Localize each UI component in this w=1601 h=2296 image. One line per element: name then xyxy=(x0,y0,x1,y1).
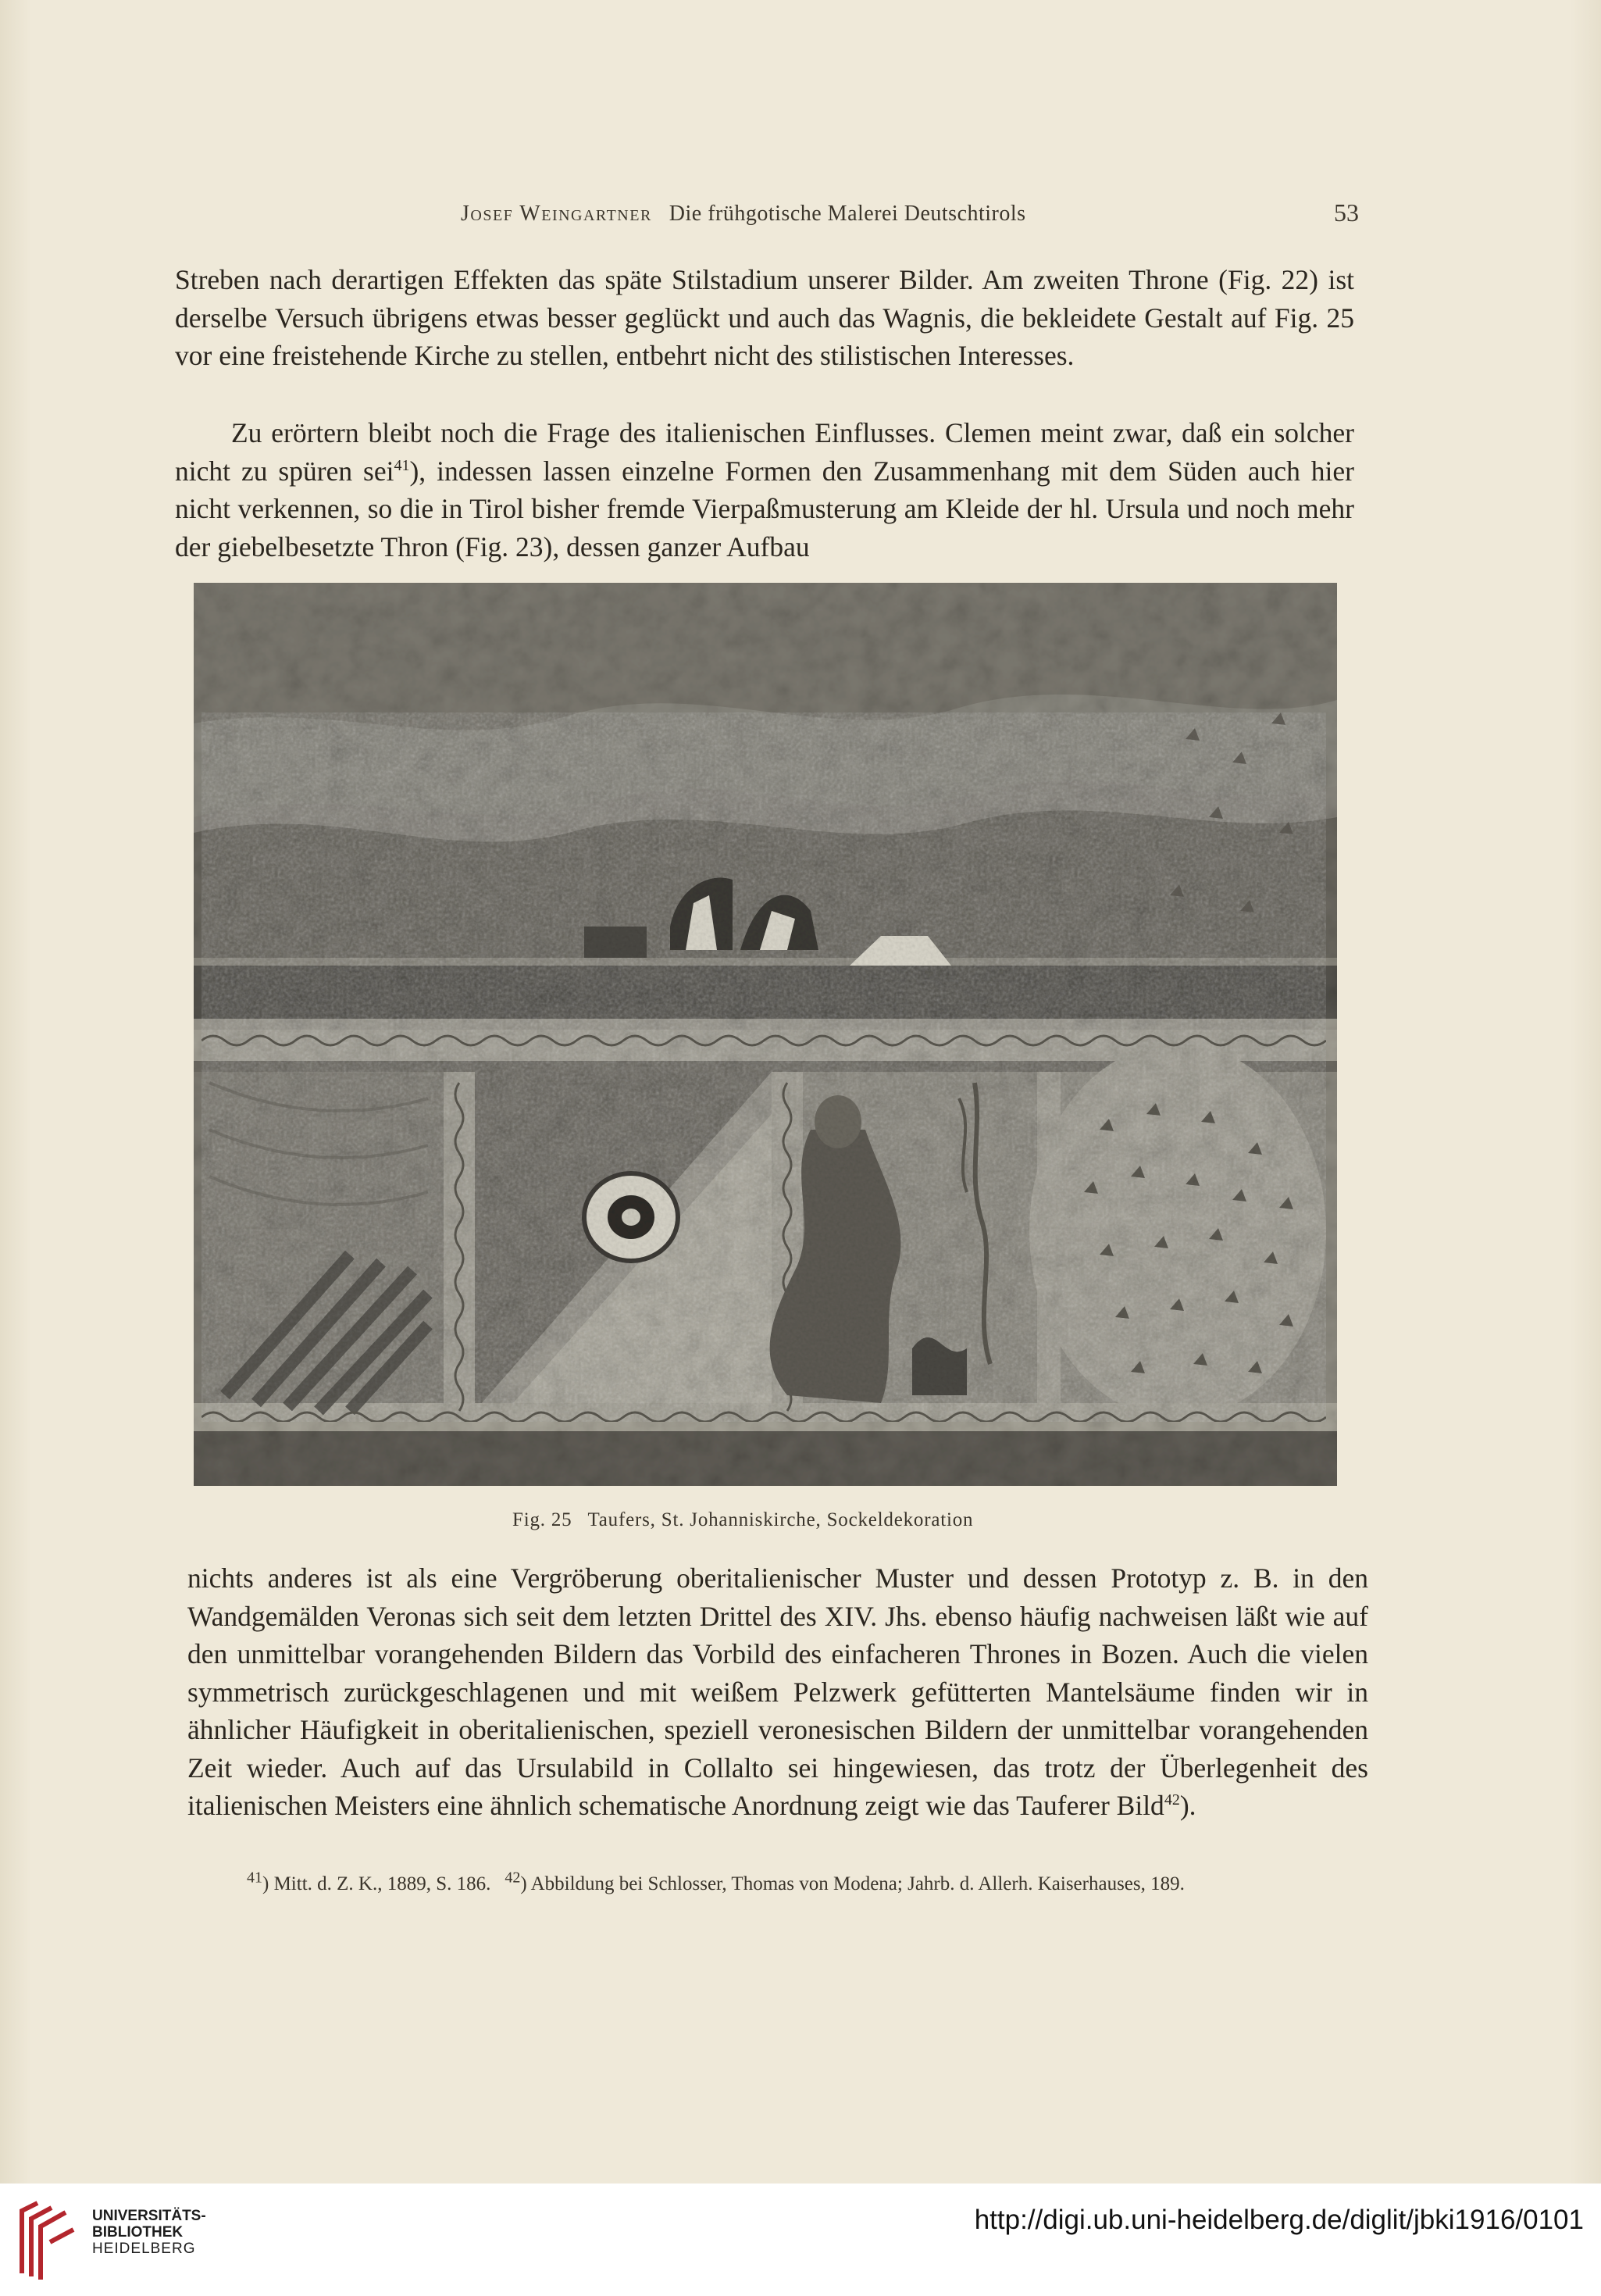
library-name-line-3: HEIDELBERG xyxy=(92,2241,196,2257)
library-name-line-1: UNIVERSITÄTS- xyxy=(92,2208,206,2224)
running-head xyxy=(461,202,1351,233)
university-library-logo-icon xyxy=(14,2195,81,2281)
footnote-41-number: 41 xyxy=(247,1869,262,1887)
header-title: Die frühgotische Malerei Deutschtirols xyxy=(669,202,1026,226)
page-number: 53 xyxy=(1334,198,1359,227)
footnote-41 xyxy=(247,1869,491,1894)
footnote-42-text: ) Abbildung bei Schlosser, Thomas von Modena; Jahrb. d. Allerh. Kaiserhauses, 189. xyxy=(520,1873,1185,1894)
fresco-illustration xyxy=(194,583,1337,1486)
paragraph-2-text-a: Zu erörtern bleibt noch die Frage des italienischen Einflusses. Clemen meint zwar, daß ein solcher nicht zu spüren sei xyxy=(175,417,1354,487)
figure-label: Fig. 25 xyxy=(512,1509,572,1530)
footnote-ref-41[interactable]: 41 xyxy=(394,456,410,474)
footnotes xyxy=(247,1869,1379,1895)
paragraph-3-text-a: nichts anderes ist als eine Vergröberung oberitalienischer Muster und dessen Prototyp z. B. in den Wandgemälden Veronas sich seit dem letzten Drittel des XIV. Jhs. ebenso häufig nachweisen läßt wie auf den unmittelbar vorangehenden Bildern das Vorbild des einfacheren Thrones in Bozen. Auch die vielen symmetrisch zurückgeschlagenen und mit weißem Pelzwerk gefütterten Mantelsäume finden wir in ähnlicher Häufigkeit in oberitalienischen, speziell veronesischen Bildern der unmittelbar vorangehenden Zeit wieder. Auch auf das Ursulabild in Collalto sei hingewiesen, das trotz der Überlegenheit des italienischen Meisters eine ähnlich schematische Anordnung zeigt wie das Tauferer Bild xyxy=(187,1562,1368,1821)
library-name-line-2: BIBLIOTHEK xyxy=(92,2224,184,2241)
paragraph-2 xyxy=(175,414,1354,566)
paragraph-1: Streben nach derartigen Effekten das späte Stilstadium unserer Bilder. Am zweiten Throne (Fig. 22) ist derselbe Versuch übrigens etwas besser geglückt und auch das Wagnis, die bekleidete Gestalt auf Fig. 25 vor eine freistehende Kirche zu stellen, entbehrt nicht des stilistischen Interesses. xyxy=(175,264,1354,371)
paragraph-3-text-b: ). xyxy=(1179,1790,1196,1821)
header-author: Josef Weingartner xyxy=(461,202,652,226)
footnote-42-number: 42 xyxy=(505,1869,521,1887)
figure-photograph xyxy=(194,583,1337,1486)
footnote-41-text: ) Mitt. d. Z. K., 1889, S. 186. xyxy=(262,1873,491,1894)
footnote-ref-42[interactable]: 42 xyxy=(1164,1791,1180,1809)
library-footer-bar xyxy=(0,2184,1601,2296)
library-name xyxy=(92,2208,206,2257)
figure-caption xyxy=(512,1509,1075,1531)
paragraph-3 xyxy=(187,1559,1368,1825)
paragraph-2-text-b: ), indessen lassen einzelne Formen den Zusammenhang mit dem Süden auch hier nicht verkennen, so die in Tirol bisher fremde Vierpaßmusterung am Kleide der hl. Ursula und noch mehr der giebelbesetzte Thron (Fig. 23), dessen ganzer Aufbau xyxy=(175,455,1354,562)
permalink-url[interactable]: http://digi.ub.uni-heidelberg.de/diglit/jbki1916/0101 xyxy=(974,2205,1584,2235)
footnote-42 xyxy=(505,1869,1185,1894)
figure-caption-text: Taufers, St. Johanniskirche, Sockeldekoration xyxy=(587,1509,974,1530)
